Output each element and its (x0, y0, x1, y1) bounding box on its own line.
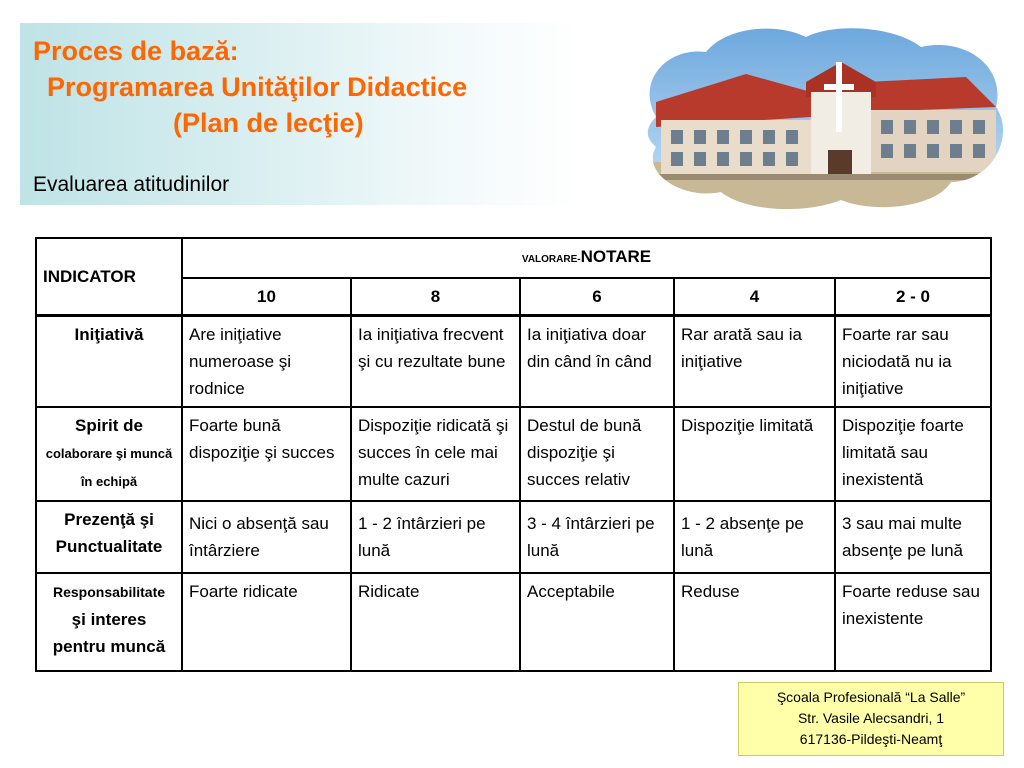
valorare-prefix: VALORARE- (521, 254, 581, 265)
table-cell: 3 - 4 întârzieri pe lună (520, 501, 674, 573)
school-address-box (738, 682, 1004, 756)
score-header: 8 (351, 278, 520, 316)
table-cell: 1 - 2 întârzieri pe lună (351, 501, 520, 573)
table-cell: Rar arată sau ia iniţiative (674, 316, 835, 408)
school-name: Şcoala Profesională “La Salle” (776, 689, 966, 705)
slide-subtitle: Evaluarea atitudinilor (33, 173, 230, 196)
row-label-part: colaborare şi muncă în echipă (45, 446, 173, 489)
table-cell: Acceptabile (520, 573, 674, 671)
school-street: Str. Vasile Alecsandri, 1 (797, 710, 945, 726)
valorare-header (182, 238, 991, 278)
score-header: 6 (520, 278, 674, 316)
table-row (36, 501, 991, 573)
title-line-1: Proces de bază: (33, 36, 239, 66)
score-header: 2 - 0 (835, 278, 991, 316)
row-label (36, 407, 182, 501)
school-building-photo-icon (636, 22, 1012, 212)
school-city: 617136-Pildeşti-Neamţ (799, 731, 943, 747)
table-cell: Ridicate (351, 573, 520, 671)
table-cell: Foarte rar sau niciodată nu ia iniţiative (835, 316, 991, 408)
table-cell: Foarte ridicate (182, 573, 351, 671)
table-cell: 3 sau mai multe absenţe pe lună (835, 501, 991, 573)
table-cell: Nici o absenţă sau întârziere (182, 501, 351, 573)
table-cell: 1 - 2 absenţe pe lună (674, 501, 835, 573)
table-cell: Ia iniţiativa doar din când în când (520, 316, 674, 408)
table-cell: Dispoziţie limitată (674, 407, 835, 501)
table-cell: Are iniţiative numeroase şi rodnice (182, 316, 351, 408)
table-cell: Foarte reduse sau inexistente (835, 573, 991, 671)
valorare-suffix: NOTARE (580, 247, 652, 266)
score-header: 4 (674, 278, 835, 316)
indicator-header: INDICATOR (36, 238, 182, 316)
row-label-part: şi interes pentru muncă (52, 610, 166, 656)
table-cell: Destul de bună dispoziţie şi succes relativ (520, 407, 674, 501)
score-header: 10 (182, 278, 351, 316)
table-cell: Dispoziţie foarte limitată sau inexistentă (835, 407, 991, 501)
table-row (36, 316, 991, 408)
table-cell: Dispoziţie ridicată şi succes în cele mai multe cazuri (351, 407, 520, 501)
table-row (36, 573, 991, 671)
row-label: Prezenţă şi Punctualitate (36, 501, 182, 573)
title-line-2: Programarea Unităţilor Didactice (47, 72, 468, 102)
title-line-3: (Plan de lecţie) (173, 108, 364, 138)
table-cell: Ia iniţiativa frecvent şi cu rezultate bune (351, 316, 520, 408)
row-label: Iniţiativă (36, 316, 182, 408)
row-label (36, 573, 182, 671)
table-cell: Reduse (674, 573, 835, 671)
evaluation-table (35, 237, 992, 672)
row-label-part: Responsabilitate (52, 584, 166, 600)
slide-title (33, 33, 593, 141)
table-header-row (36, 238, 991, 278)
table-cell: Foarte bună dispoziţie şi succes (182, 407, 351, 501)
row-label-part: Spirit de (74, 416, 143, 435)
table-row (36, 407, 991, 501)
